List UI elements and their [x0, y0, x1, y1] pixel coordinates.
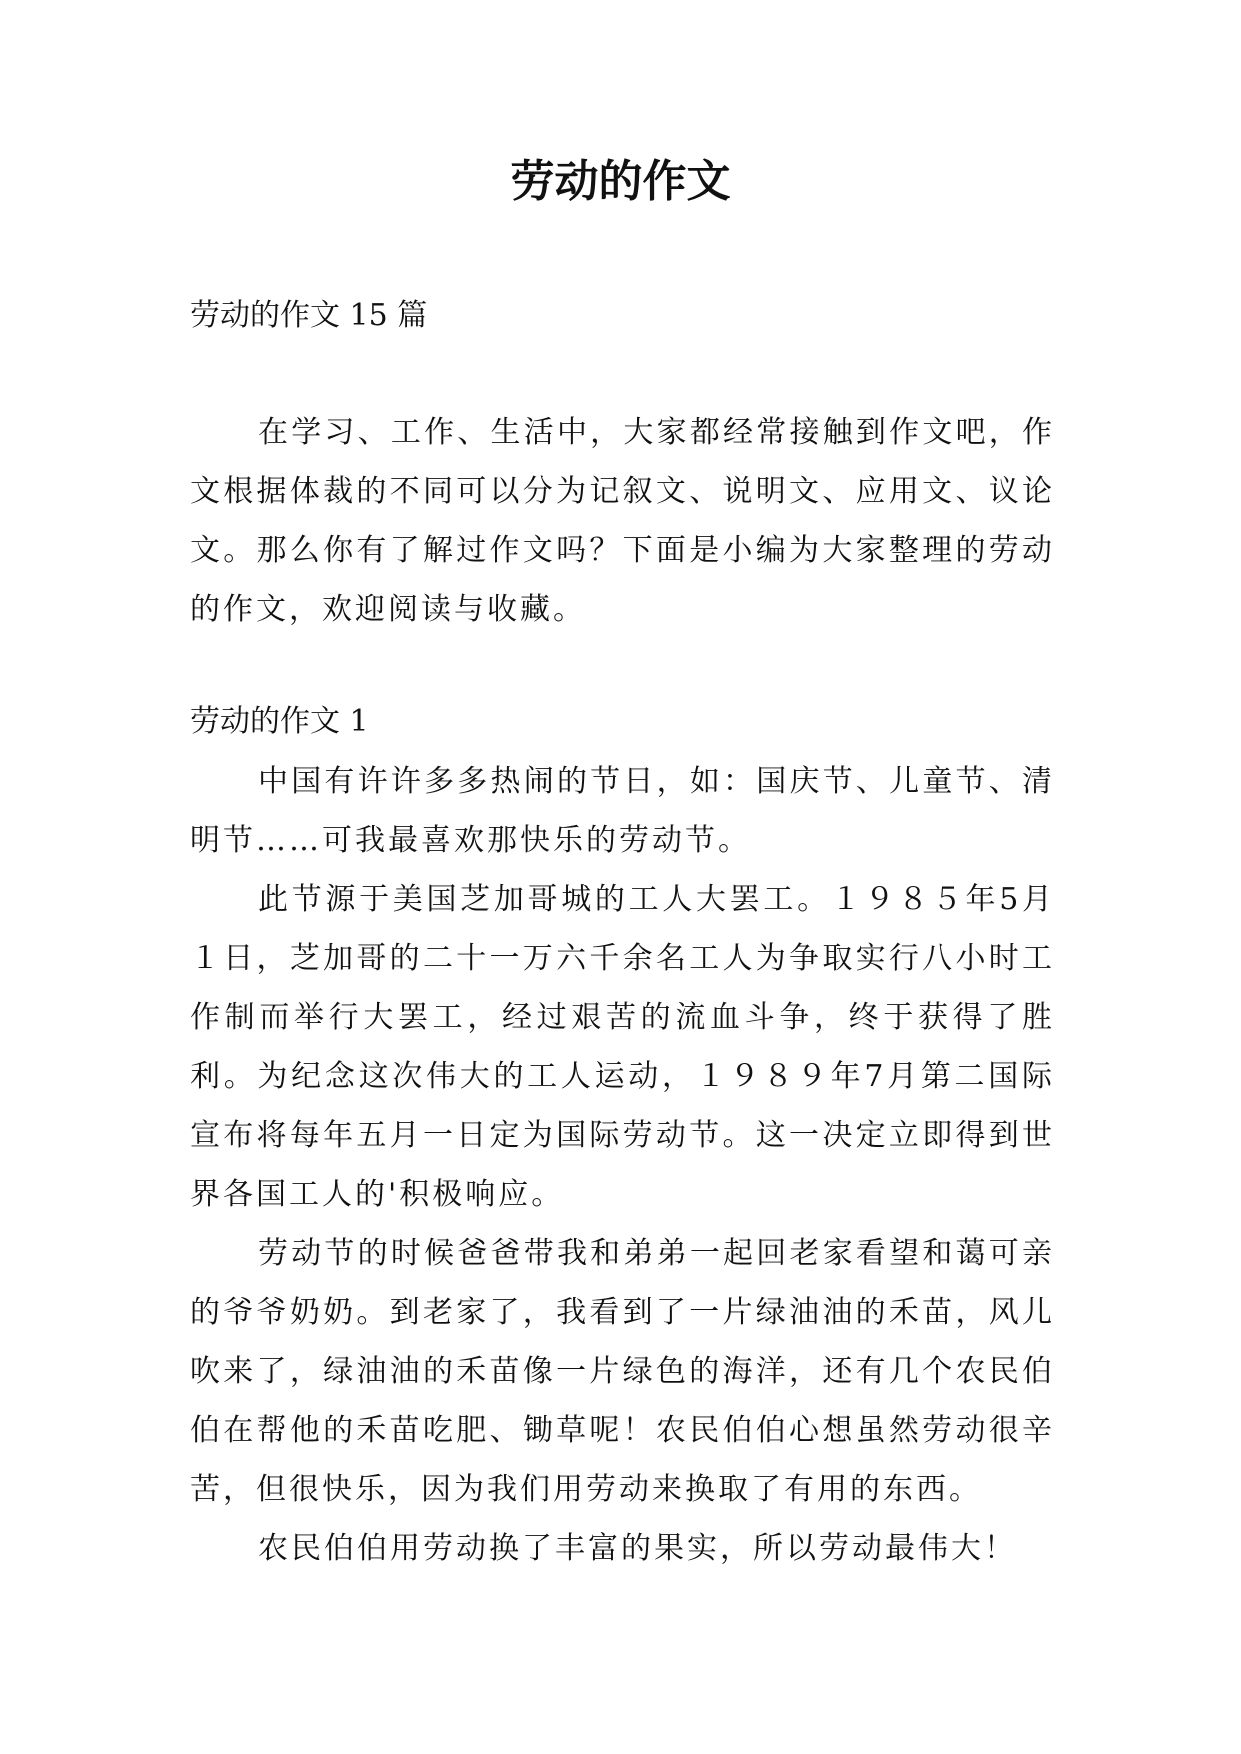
essay-body [190, 752, 1055, 1578]
essay-paragraph-2: 此节源于美国芝加哥城的工人大罢工。１９８５年5月１日，芝加哥的二十一万六千余名工人为争取实行八小时工作制而举行大罢工，经过艰苦的流血斗争，终于获得了胜利。为纪念这次伟大的工人运动，１９８９年7月第二国际宣布将每年五月一日定为国际劳动节。这一决定立即得到世界各国工人的'积极响应。 [190, 882, 1055, 1212]
essay-paragraph-3: 劳动节的时候爸爸带我和弟弟一起回老家看望和蔼可亲的爷爷奶奶。到老家了，我看到了一片绿油油的禾苗，风儿吹来了，绿油油的禾苗像一片绿色的海洋，还有几个农民伯伯在帮他的禾苗吃肥、锄草呢！农民伯伯心想虽然劳动很辛苦，但很快乐，因为我们用劳动来换取了有用的东西。 [190, 1236, 1055, 1507]
document-subtitle: 劳动的作文 15 篇 [190, 298, 428, 333]
intro-paragraph: 在学习、工作、生活中，大家都经常接触到作文吧，作文根据体裁的不同可以分为记叙文、说明文、应用文、议论文。那么你有了解过作文吗？下面是小编为大家整理的劳动的作文，欢迎阅读与收藏。 [190, 415, 1055, 627]
document-title: 劳动的作文 [510, 156, 731, 207]
section-heading: 劳动的作文 1 [190, 704, 369, 739]
essay-paragraph-1: 中国有许许多多热闹的节日，如：国庆节、儿童节、清明节……可我最喜欢那快乐的劳动节。 [190, 764, 1055, 858]
intro-section [190, 403, 1055, 639]
essay-paragraph-4: 农民伯伯用劳动换了丰富的果实，所以劳动最伟大！ [258, 1531, 1017, 1566]
